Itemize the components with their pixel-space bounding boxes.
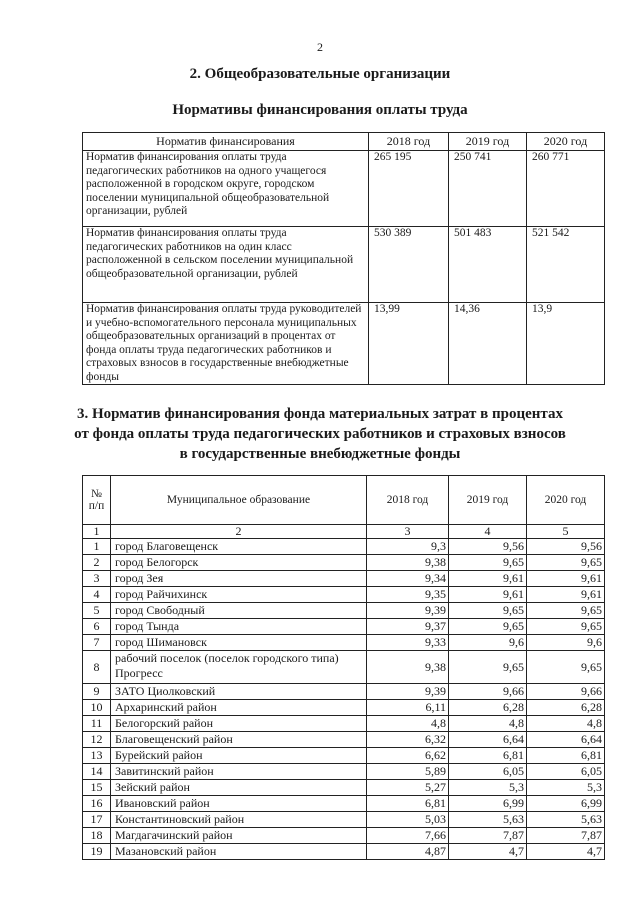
value-2018: 9,34 [367,571,449,587]
table-row [83,635,605,651]
column-index: 3 [367,525,449,539]
value-2019: 4,7 [449,844,527,860]
value-2018: 6,81 [367,796,449,812]
value-2018: 9,38 [367,555,449,571]
value-2020: 9,65 [527,651,605,684]
municipality-name: город Райчихинск [111,587,367,603]
row-number: 15 [83,780,111,796]
table-row [83,780,605,796]
value-2018: 5,03 [367,812,449,828]
value-2019: 9,65 [449,603,527,619]
value-2019: 9,66 [449,684,527,700]
row-number: 10 [83,700,111,716]
value-2018: 5,27 [367,780,449,796]
section-2-title: 2. Общеобразовательные организации [189,66,451,82]
table-body [83,539,605,860]
table-row [83,571,605,587]
column-header: Норматив финансирования [83,133,369,151]
value-2018: 9,39 [367,603,449,619]
row-number: 6 [83,619,111,635]
value-2018: 9,38 [367,651,449,684]
row-number: 4 [83,587,111,603]
value-2020: 6,99 [527,796,605,812]
municipality-name: город Тында [111,619,367,635]
material-costs-table [82,475,605,860]
municipality-name: Архаринский район [111,700,367,716]
table-row [83,716,605,732]
column-index: 4 [449,525,527,539]
table-row [83,303,605,385]
value-2019: 7,87 [449,828,527,844]
value-2020: 9,65 [527,603,605,619]
municipality-name: Бурейский район [111,748,367,764]
column-header-2020: 2020 год [527,476,605,525]
page-number: 2 [317,40,323,54]
value-2020: 9,66 [527,684,605,700]
column-index: 2 [111,525,367,539]
value-2020: 4,7 [527,844,605,860]
value-2020: 5,63 [527,812,605,828]
table-row [83,539,605,555]
table-row [83,764,605,780]
value-2018: 265 195 [369,151,449,227]
value-2020: 9,61 [527,571,605,587]
value-2019: 5,63 [449,812,527,828]
value-2019: 9,65 [449,619,527,635]
row-number: 5 [83,603,111,619]
column-header: 2018 год [369,133,449,151]
value-2019: 9,56 [449,539,527,555]
municipality-name: Магдагачинский район [111,828,367,844]
row-number: 9 [83,684,111,700]
value-2018: 9,37 [367,619,449,635]
value-2018: 9,35 [367,587,449,603]
table-row [83,700,605,716]
value-2020: 5,3 [527,780,605,796]
section-3-title-line: от фонда оплаты труда педагогических работников и страховых взносов [74,426,566,442]
table-row [83,619,605,635]
table-row [83,151,605,227]
municipality-name: Константиновский район [111,812,367,828]
table-row [83,651,605,684]
column-index: 5 [527,525,605,539]
value-2020: 521 542 [527,227,605,303]
section-3-title [0,404,640,464]
value-2019: 14,36 [449,303,527,385]
table-row [83,748,605,764]
value-2019: 9,61 [449,587,527,603]
value-2018: 5,89 [367,764,449,780]
municipality-name: город Свободный [111,603,367,619]
value-2018: 6,32 [367,732,449,748]
value-2020: 13,9 [527,303,605,385]
column-header: 2020 год [527,133,605,151]
row-number: 12 [83,732,111,748]
value-2018: 9,33 [367,635,449,651]
value-2019: 4,8 [449,716,527,732]
municipality-name: город Шимановск [111,635,367,651]
value-2020: 9,56 [527,539,605,555]
municipality-name: Зейский район [111,780,367,796]
table-row [83,227,605,303]
value-2020: 6,05 [527,764,605,780]
municipality-name: Благовещенский район [111,732,367,748]
value-2020: 4,8 [527,716,605,732]
value-2020: 6,81 [527,748,605,764]
table-header-row [83,133,605,151]
norm-description: Норматив финансирования оплаты труда педагогических работников на один класс расположенной в сельском поселении муниципальной общеобразовательной организации, рублей [83,227,369,303]
municipality-name: город Зея [111,571,367,587]
row-number: 1 [83,539,111,555]
table-row [83,732,605,748]
value-2020: 6,64 [527,732,605,748]
value-2020: 9,65 [527,619,605,635]
row-number: 8 [83,651,111,684]
value-2018: 530 389 [369,227,449,303]
value-2020: 260 771 [527,151,605,227]
column-index: 1 [83,525,111,539]
norm-description: Норматив финансирования оплаты труда педагогических работников на одного учащегося расположенной в городском округе, городском поселении муниципальной общеобразовательной организации, рублей [83,151,369,227]
value-2019: 6,28 [449,700,527,716]
table-row [83,828,605,844]
value-2019: 9,61 [449,571,527,587]
municipality-name: ЗАТО Циолковский [111,684,367,700]
value-2019: 6,64 [449,732,527,748]
value-2019: 250 741 [449,151,527,227]
table-row [83,587,605,603]
value-2019: 5,3 [449,780,527,796]
row-number: 7 [83,635,111,651]
value-2020: 9,61 [527,587,605,603]
column-header-municipality: Муниципальное образование [111,476,367,525]
municipality-name: Завитинский район [111,764,367,780]
value-2020: 6,28 [527,700,605,716]
table-row [83,684,605,700]
value-2018: 6,11 [367,700,449,716]
row-number: 2 [83,555,111,571]
value-2020: 9,65 [527,555,605,571]
row-number: 19 [83,844,111,860]
value-2019: 9,6 [449,635,527,651]
value-2019: 9,65 [449,651,527,684]
value-2019: 6,99 [449,796,527,812]
value-2018: 9,39 [367,684,449,700]
value-2019: 6,05 [449,764,527,780]
column-header-2019: 2019 год [449,476,527,525]
column-header-number: № п/п [83,476,111,525]
section-2-subtitle: Нормативы финансирования оплаты труда [172,102,468,118]
row-number: 13 [83,748,111,764]
column-index-row [83,525,605,539]
value-2018: 7,66 [367,828,449,844]
municipality-name: рабочий поселок (поселок городского типа) Прогресс [111,651,367,684]
table-row [83,844,605,860]
value-2018: 4,8 [367,716,449,732]
section-3-title-line: 3. Норматив финансирования фонда материальных затрат в процентах [77,406,563,422]
table-header-row [83,476,605,525]
table-row [83,603,605,619]
municipality-name: город Благовещенск [111,539,367,555]
row-number: 17 [83,812,111,828]
value-2018: 13,99 [369,303,449,385]
column-header-2018: 2018 год [367,476,449,525]
value-2018: 6,62 [367,748,449,764]
row-number: 11 [83,716,111,732]
value-2019: 9,65 [449,555,527,571]
value-2018: 4,87 [367,844,449,860]
value-2018: 9,3 [367,539,449,555]
municipality-name: Мазановский район [111,844,367,860]
column-header: 2019 год [449,133,527,151]
row-number: 16 [83,796,111,812]
value-2019: 501 483 [449,227,527,303]
municipality-name: Белогорский район [111,716,367,732]
row-number: 14 [83,764,111,780]
table-row [83,555,605,571]
municipality-name: Ивановский район [111,796,367,812]
row-number: 3 [83,571,111,587]
municipality-name: город Белогорск [111,555,367,571]
value-2020: 9,6 [527,635,605,651]
value-2019: 6,81 [449,748,527,764]
value-2020: 7,87 [527,828,605,844]
table-row [83,796,605,812]
norm-description: Норматив финансирования оплаты труда руководителей и учебно-вспомогательного персонала муниципальных общеобразовательных организаций в процентах от фонда оплаты труда педагогических работников и страховых взносов в государственные внебюджетные фонды [83,303,369,385]
table-row [83,812,605,828]
financing-norms-table [82,132,605,385]
row-number: 18 [83,828,111,844]
section-3-title-line: в государственные внебюджетные фонды [179,446,461,462]
